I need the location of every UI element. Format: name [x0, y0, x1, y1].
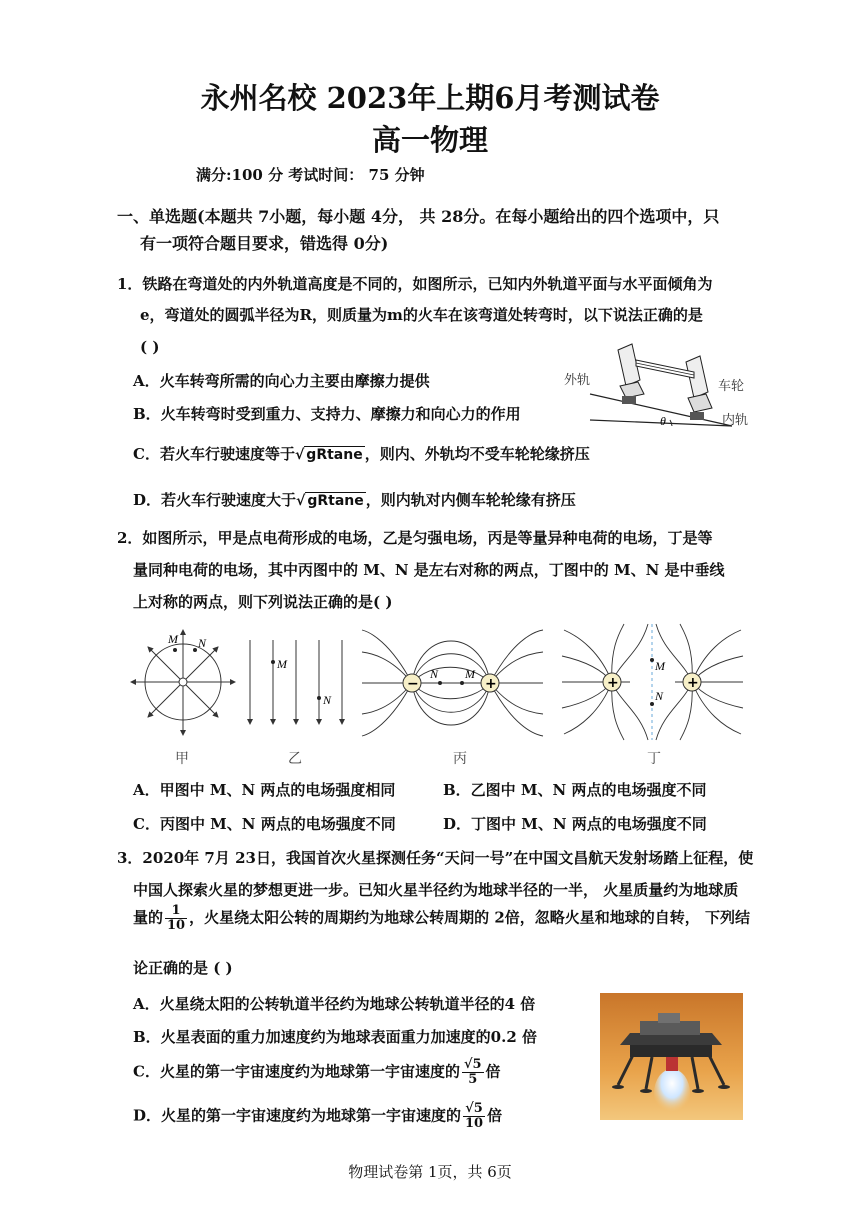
section-heading-line2: 有一项符合题目要求，错选得 0分) [140, 234, 389, 253]
caption-ding: 丁 [647, 751, 661, 767]
q2-stem-line1: 2．如图所示，甲是点电荷形成的电场，乙是匀强电场，丙是等量异种电荷的电场，丁是等 [117, 529, 713, 547]
negative-charge-sign: − [407, 676, 419, 692]
q3-option-c [133, 1058, 501, 1087]
label-n: N [655, 689, 664, 703]
wheel-label: 车轮 [718, 379, 745, 394]
theta-label: θ [660, 414, 666, 428]
q1-option-b: B．火车转弯时受到重力、支持力、摩擦力和向心力的作用 [133, 405, 521, 423]
sqrt-expression: √ gRtane [296, 493, 364, 509]
q1-stem-line2: e，弯道处的圆弧半径为R，则质量为m的火车在该弯道处转弯时，以下说法正确的是 [140, 306, 703, 324]
field-diagram-jia [128, 625, 238, 740]
caption-bing: 丙 [453, 751, 467, 767]
q2-option-d: D．丁图中 M、N 两点的电场强度不同 [443, 815, 707, 833]
outer-rail-label: 外轨 [564, 373, 591, 388]
field-diagram-ding [560, 622, 745, 744]
fraction-denominator: 10 [465, 1116, 484, 1131]
q2-option-b: B．乙图中 M、N 两点的电场强度不同 [443, 781, 707, 799]
positive-charge-sign: + [607, 675, 619, 691]
fraction-denominator: 5 [468, 1072, 478, 1087]
q1-option-c-prefix: C．若火车行驶速度等于 [133, 445, 295, 463]
inner-rail-label: 内轨 [722, 413, 749, 428]
label-m: M [465, 667, 475, 681]
q2-option-a: A．甲图中 M、N 两点的电场强度相同 [133, 781, 396, 799]
q3-stem-line3 [133, 904, 750, 933]
q2-option-c: C．丙图中 M、N 两点的电场强度不同 [133, 815, 396, 833]
q1-option-c-radicand: gRtane [306, 447, 363, 463]
field-diagram-bing [360, 622, 545, 744]
q1-option-c [133, 444, 590, 465]
q1-stem-line1: 1．铁路在弯道处的内外轨道高度是不同的，如图所示，已知内外轨道平面与水平面倾角为 [117, 275, 713, 293]
q3-line3-prefix: 量的 [133, 908, 164, 927]
q3-option-b: B．火星表面的重力加速度约为地球表面重力加速度的0.2 倍 [133, 1028, 537, 1046]
q1-option-c-suffix: ，则内、外轨均不受车轮轮缘挤压 [364, 445, 590, 463]
q1-rail-figure [560, 332, 760, 432]
q1-answer-paren: ( ) [140, 338, 160, 356]
label-m: M [655, 659, 665, 673]
fraction-numerator: √5 [463, 1102, 485, 1117]
fraction [462, 1058, 484, 1087]
q3-line3-suffix: ，火星绕太阳公转的周期约为地球公转周期的 2倍，忽略火星和地球的自转， 下列结 [189, 908, 750, 927]
exam-info: 满分:100 分 考试时间： 75 分钟 [196, 166, 425, 184]
q3-option-c-suffix: 倍 [485, 1062, 501, 1081]
q2-stem-line2: 量同种电荷的电场，其中丙图中的 M、N 是左右对称的两点，丁图中的 M、N 是中垂线 [133, 561, 725, 579]
fraction [463, 1102, 485, 1131]
q3-option-a: A．火星绕太阳的公转轨道半径约为地球公转轨道半径的4 倍 [133, 995, 536, 1013]
page-footer: 物理试卷第 1页，共 6页 [348, 1163, 512, 1181]
caption-jia: 甲 [175, 751, 189, 767]
mars-lander-image [600, 993, 743, 1120]
fraction-numerator: 1 [165, 904, 187, 919]
q3-option-d-suffix: 倍 [487, 1106, 503, 1125]
label-n: N [323, 693, 332, 707]
q1-option-d-radicand: gRtane [307, 493, 364, 509]
q3-option-c-prefix: C．火星的第一宇宙速度约为地球第一宇宙速度的 [133, 1062, 460, 1081]
label-n: N [430, 667, 439, 681]
positive-charge-sign: + [485, 676, 497, 692]
section-heading-line1: 一、单选题(本题共 7小题，每小题 4分， 共 28分。在每小题给出的四个选项中，只 [117, 207, 720, 226]
exam-title: 永州名校 2023年上期6月考测试卷 [200, 81, 660, 115]
q1-option-d [133, 490, 576, 511]
label-n: N [198, 636, 207, 650]
q3-stem-line4: 论正确的是 ( ) [133, 959, 233, 977]
q3-option-d [133, 1102, 502, 1131]
fraction [165, 904, 187, 933]
q3-stem-line2: 中国人探索火星的梦想更进一步。已知火星半径约为地球半径的一半， 火星质量约为地球质 [133, 881, 739, 899]
q2-stem-line3: 上对称的两点，则下列说法正确的是( ) [133, 593, 393, 611]
q1-option-a: A．火车转弯所需的向心力主要由摩擦力提供 [133, 372, 430, 390]
q1-option-d-prefix: D．若火车行驶速度大于 [133, 491, 297, 509]
fraction-denominator: 10 [167, 918, 186, 933]
q3-option-d-prefix: D．火星的第一宇宙速度约为地球第一宇宙速度的 [133, 1106, 462, 1125]
caption-yi: 乙 [288, 751, 302, 767]
q1-option-d-suffix: ，则内轨对内侧车轮轮缘有挤压 [365, 491, 576, 509]
field-diagram-yi [240, 638, 350, 728]
positive-charge-sign: + [687, 675, 699, 691]
sqrt-expression: √ gRtane [294, 447, 363, 463]
label-m: M [277, 657, 287, 671]
label-m: M [168, 632, 178, 646]
fraction-numerator: √5 [463, 1057, 482, 1072]
q3-stem-line1: 3．2020年 7月 23日，我国首次火星探测任务“天问一号”在中国文昌航天发射场踏上征程，使 [117, 849, 754, 867]
subject-title: 高一物理 [371, 123, 488, 157]
